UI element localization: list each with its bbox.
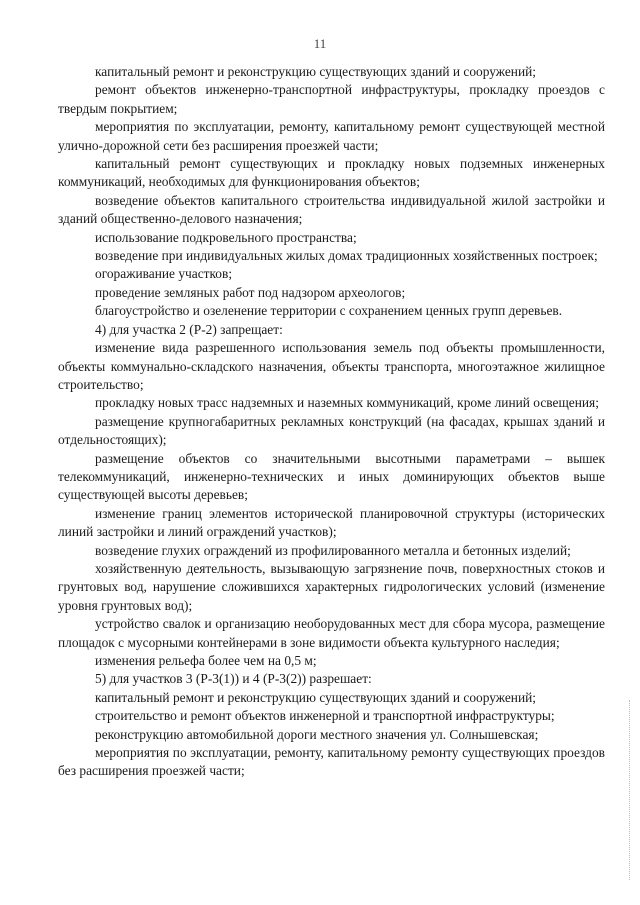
paragraph: огораживание участков; bbox=[95, 266, 233, 282]
paragraph: реконструкцию автомобильной дороги местного значения ул. Солнышевская; bbox=[95, 726, 539, 742]
paragraph: капитальный ремонт и реконструкцию существующих зданий и сооружений; bbox=[95, 64, 537, 79]
paragraph: изменение вида разрешенного использования земель под объекты промышленности, объекты коммунально-складского назначения, объекты транспорта, многоэтажное жилищное строительство; bbox=[58, 340, 605, 392]
page-number: 11 bbox=[313, 36, 327, 51]
section-heading: 5) для участков 3 (Р-3(1)) и 4 (Р-3(2)) разрешает: bbox=[95, 671, 372, 687]
paragraph: мероприятия по эксплуатации, ремонту, капитальному ремонту существующих проездов без расширения проезжей части; bbox=[58, 745, 605, 779]
section-heading: 4) для участка 2 (Р-2) запрещает: bbox=[95, 321, 283, 337]
paragraph: ремонт объектов инженерно-транспортной инфраструктуры, прокладку проездов с твердым покрытием; bbox=[58, 82, 605, 116]
paragraph: мероприятия по эксплуатации, ремонту, капитальному ремонт существующей местной улично-дорожной сети без расширения проезжей части; bbox=[58, 119, 605, 153]
paragraph: изменение границ элементов исторической планировочной структуры (исторических линий застройки и линий ограждений участков); bbox=[58, 505, 605, 540]
paragraph: изменения рельефа более чем на 0,5 м; bbox=[95, 653, 317, 668]
paragraph: возведение объектов капитального строительства индивидуальной жилой застройки и зданий общественно-делового назначения; bbox=[58, 192, 605, 227]
paragraph: хозяйственную деятельность, вызывающую загрязнение почв, поверхностных стоков и грунтовых вод, нарушение сложившихся характерных гидрологических условий (изменение уровня грунтовых вод); bbox=[58, 560, 605, 613]
paragraph: капитальный ремонт существующих и прокладку новых подземных инженерных коммуникаций, необходимых для функционирования объектов; bbox=[58, 156, 605, 190]
paragraph: строительство и ремонт объектов инженерной и транспортной инфраструктуры; bbox=[95, 708, 555, 724]
scan-artifact bbox=[629, 700, 634, 880]
paragraph: размещение объектов со значительными высотными параметрами – вышек телекоммуникаций, инженерно-технических и иных доминирующих объектов выше существующей высоты деревьев; bbox=[58, 450, 605, 503]
paragraph: благоустройство и озеленение территории с сохранением ценных групп деревьев. bbox=[95, 303, 563, 319]
document-body bbox=[58, 63, 605, 781]
paragraph: возведение при индивидуальных жилых домах традиционных хозяйственных построек; bbox=[95, 248, 598, 264]
paragraph: устройство свалок и организацию необорудованных мест для сбора мусора, размещение площадок с мусорными контейнерами в зоне видимости объекта культурного наследия; bbox=[58, 616, 605, 650]
paragraph: возведение глухих ограждений из профилированного металла и бетонных изделий; bbox=[95, 542, 571, 558]
paragraph: использование подкровельного пространства; bbox=[95, 229, 357, 245]
paragraph: прокладку новых трасс надземных и наземных коммуникаций, кроме линий освещения; bbox=[95, 395, 599, 411]
paragraph: капитальный ремонт и реконструкцию существующих зданий и сооружений; bbox=[95, 689, 537, 705]
paragraph: размещение крупногабаритных рекламных конструкций (на фасадах, крышах зданий и отдельностоящих); bbox=[58, 413, 605, 448]
paragraph: проведение земляных работ под надзором археологов; bbox=[95, 284, 406, 300]
